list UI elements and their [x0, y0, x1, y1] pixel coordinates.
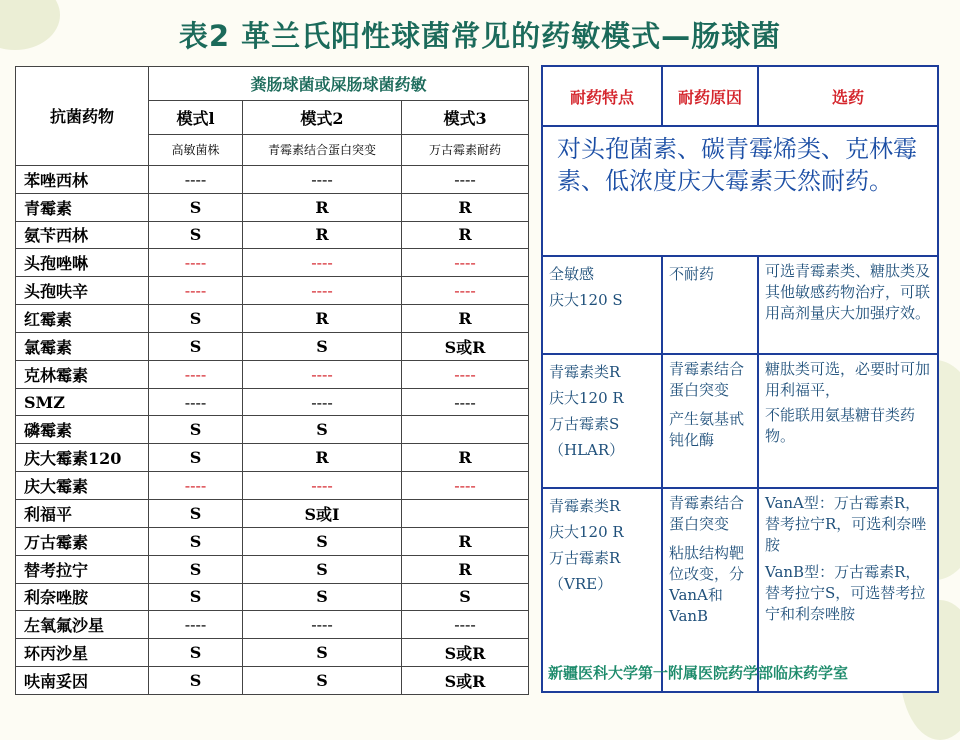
feature-line: 万古霉素S [549, 415, 620, 433]
drug-name: 环丙沙星 [16, 639, 149, 667]
susceptibility-cell: S [149, 583, 243, 611]
susceptibility-cell: ---- [402, 388, 529, 416]
drug-row [16, 193, 529, 221]
susceptibility-cell: ---- [149, 249, 243, 277]
choice-line: 不能联用氨基糖苷类药物。 [765, 406, 916, 445]
susceptibility-cell: ---- [402, 277, 529, 305]
susceptibility-cell: S或R [402, 332, 529, 360]
susceptibility-cell: S [149, 305, 243, 333]
susceptibility-cell: S [243, 583, 402, 611]
drug-row [16, 611, 529, 639]
susceptibility-cell: ---- [243, 611, 402, 639]
susceptibility-cell: ---- [149, 388, 243, 416]
drug-row [16, 277, 529, 305]
susceptibility-cell: S [149, 527, 243, 555]
susceptibility-cell: S [243, 527, 402, 555]
susceptibility-cell: ---- [243, 360, 402, 388]
susceptibility-cell: R [402, 193, 529, 221]
mode-header: 模式2 [243, 101, 402, 134]
drug-name: 庆大霉素120 [16, 444, 149, 472]
mode-subheader: 万古霉素耐药 [402, 134, 529, 165]
susceptibility-cell: ---- [149, 360, 243, 388]
resistance-table [541, 65, 939, 693]
choice-line: VanA型：万古霉素R，替考拉宁R，可选利奈唑胺 [765, 494, 927, 554]
drug-row [16, 639, 529, 667]
susceptibility-cell: R [402, 555, 529, 583]
drug-row [16, 667, 529, 695]
page-title: 表2 革兰氏阳性球菌常见的药敏模式—肠球菌 [178, 19, 782, 53]
feature-cell [542, 354, 662, 488]
susceptibility-cell: R [243, 193, 402, 221]
feature-cell [542, 256, 662, 354]
choice-header: 选药 [758, 66, 938, 126]
susceptibility-cell: ---- [402, 165, 529, 193]
drug-name: 头孢呋辛 [16, 277, 149, 305]
susceptibility-cell: S [149, 667, 243, 695]
feature-line: 万古霉素R [549, 549, 621, 567]
choice-cell [758, 354, 938, 488]
feature-line: （VRE） [549, 575, 613, 593]
reason-header: 耐药原因 [662, 66, 758, 126]
susceptibility-cell: R [402, 444, 529, 472]
susceptibility-cell: S [149, 221, 243, 249]
drug-name: 克林霉素 [16, 360, 149, 388]
drug-name: 呋南妥因 [16, 667, 149, 695]
susceptibility-cell: S [243, 555, 402, 583]
drug-row [16, 360, 529, 388]
susceptibility-cell [402, 500, 529, 528]
feature-line: 庆大120 R [549, 389, 624, 407]
susceptibility-cell: ---- [402, 360, 529, 388]
susceptibility-cell: ---- [149, 165, 243, 193]
feature-line: 青霉素类R [549, 363, 621, 381]
drug-row [16, 332, 529, 360]
drug-name: 红霉素 [16, 305, 149, 333]
susceptibility-cell: ---- [243, 388, 402, 416]
drug-row [16, 249, 529, 277]
susceptibility-cell: S [243, 416, 402, 444]
susceptibility-cell: R [243, 221, 402, 249]
drug-row [16, 444, 529, 472]
susceptibility-cell: S [149, 639, 243, 667]
susceptibility-cell: ---- [149, 472, 243, 500]
susceptibility-cell: R [243, 444, 402, 472]
susceptibility-cell: S或I [243, 500, 402, 528]
drug-name: 利奈唑胺 [16, 583, 149, 611]
drug-name: SMZ [16, 388, 149, 416]
drug-name: 左氧氟沙星 [16, 611, 149, 639]
drug-name: 苯唑西林 [16, 165, 149, 193]
pattern-super-header: 粪肠球菌或屎肠球菌药敏 [149, 67, 529, 101]
reason-cell [662, 354, 758, 488]
reason-cell [662, 256, 758, 354]
susceptibility-cell: ---- [243, 165, 402, 193]
feature-line: 庆大120 S [549, 291, 623, 309]
susceptibility-cell: ---- [243, 277, 402, 305]
choice-line: 可选青霉素类、糖肽类及其他敏感药物治疗，可联用高剂量庆大加强疗效。 [765, 262, 931, 322]
drug-name: 万古霉素 [16, 527, 149, 555]
susceptibility-cell: S [149, 193, 243, 221]
susceptibility-cell: S [243, 639, 402, 667]
choice-cell [758, 256, 938, 354]
drug-row [16, 527, 529, 555]
susceptibility-cell: R [402, 221, 529, 249]
susceptibility-cell [402, 416, 529, 444]
susceptibility-cell: S [402, 583, 529, 611]
drug-row [16, 555, 529, 583]
susceptibility-cell: R [402, 305, 529, 333]
susceptibility-cell: R [243, 305, 402, 333]
resistance-row [542, 256, 938, 354]
feature-line: （HLAR） [549, 441, 625, 459]
resistance-row [542, 354, 938, 488]
drug-name: 利福平 [16, 500, 149, 528]
susceptibility-cell: S [149, 555, 243, 583]
drug-name: 氨苄西林 [16, 221, 149, 249]
feature-header: 耐药特点 [542, 66, 662, 126]
drug-row [16, 472, 529, 500]
susceptibility-cell: ---- [402, 249, 529, 277]
mode-header: 模式l [149, 101, 243, 134]
drug-name: 头孢唑啉 [16, 249, 149, 277]
drug-name: 氯霉素 [16, 332, 149, 360]
choice-line: 糖肽类可选，必要时可加用利福平， [765, 360, 931, 399]
choice-line: VanB型：万古霉素R，替考拉宁S，可选替考拉宁和利奈唑胺 [765, 563, 926, 623]
susceptibility-cell: ---- [243, 249, 402, 277]
reason-line: 不耐药 [669, 265, 715, 283]
mode-header: 模式3 [402, 101, 529, 134]
drug-name: 青霉素 [16, 193, 149, 221]
susceptibility-cell: S [149, 416, 243, 444]
drug-row [16, 500, 529, 528]
feature-line: 全敏感 [549, 265, 595, 283]
susceptibility-cell: S [149, 500, 243, 528]
susceptibility-cell: S或R [402, 639, 529, 667]
footer-credit: 新疆医科大学第一附属医院药学部临床药学室 [548, 664, 849, 682]
mode-subheader: 高敏菌株 [149, 134, 243, 165]
mode-subheader: 青霉素结合蛋白突变 [243, 134, 402, 165]
susceptibility-cell: S或R [402, 667, 529, 695]
drug-row [16, 221, 529, 249]
feature-line: 青霉素类R [549, 497, 621, 515]
drug-row [16, 388, 529, 416]
drug-name: 磷霉素 [16, 416, 149, 444]
susceptibility-cell: ---- [243, 472, 402, 500]
reason-line: 产生氨基甙钝化酶 [669, 410, 745, 449]
reason-line: 青霉素结合蛋白突变 [669, 494, 745, 533]
drug-name: 庆大霉素 [16, 472, 149, 500]
susceptibility-cell: S [149, 332, 243, 360]
drug-column-header: 抗菌药物 [16, 67, 149, 166]
susceptibility-cell: ---- [402, 611, 529, 639]
drug-row [16, 165, 529, 193]
susceptibility-cell: S [149, 444, 243, 472]
susceptibility-cell: S [243, 332, 402, 360]
reason-line: 青霉素结合蛋白突变 [669, 360, 745, 399]
drug-row [16, 305, 529, 333]
susceptibility-cell: R [402, 527, 529, 555]
drug-row [16, 583, 529, 611]
susceptibility-cell: ---- [149, 277, 243, 305]
feature-line: 庆大120 R [549, 523, 624, 541]
susceptibility-cell: ---- [402, 472, 529, 500]
drug-name: 替考拉宁 [16, 555, 149, 583]
intrinsic-resistance-note: 对头孢菌素、碳青霉烯类、克林霉素、低浓度庆大霉素天然耐药。 [542, 126, 938, 256]
susceptibility-table [15, 66, 529, 695]
susceptibility-cell: S [243, 667, 402, 695]
reason-line: 粘肽结构靶位改变，分 VanA和 VanB [669, 544, 745, 625]
susceptibility-cell: ---- [149, 611, 243, 639]
drug-row [16, 416, 529, 444]
